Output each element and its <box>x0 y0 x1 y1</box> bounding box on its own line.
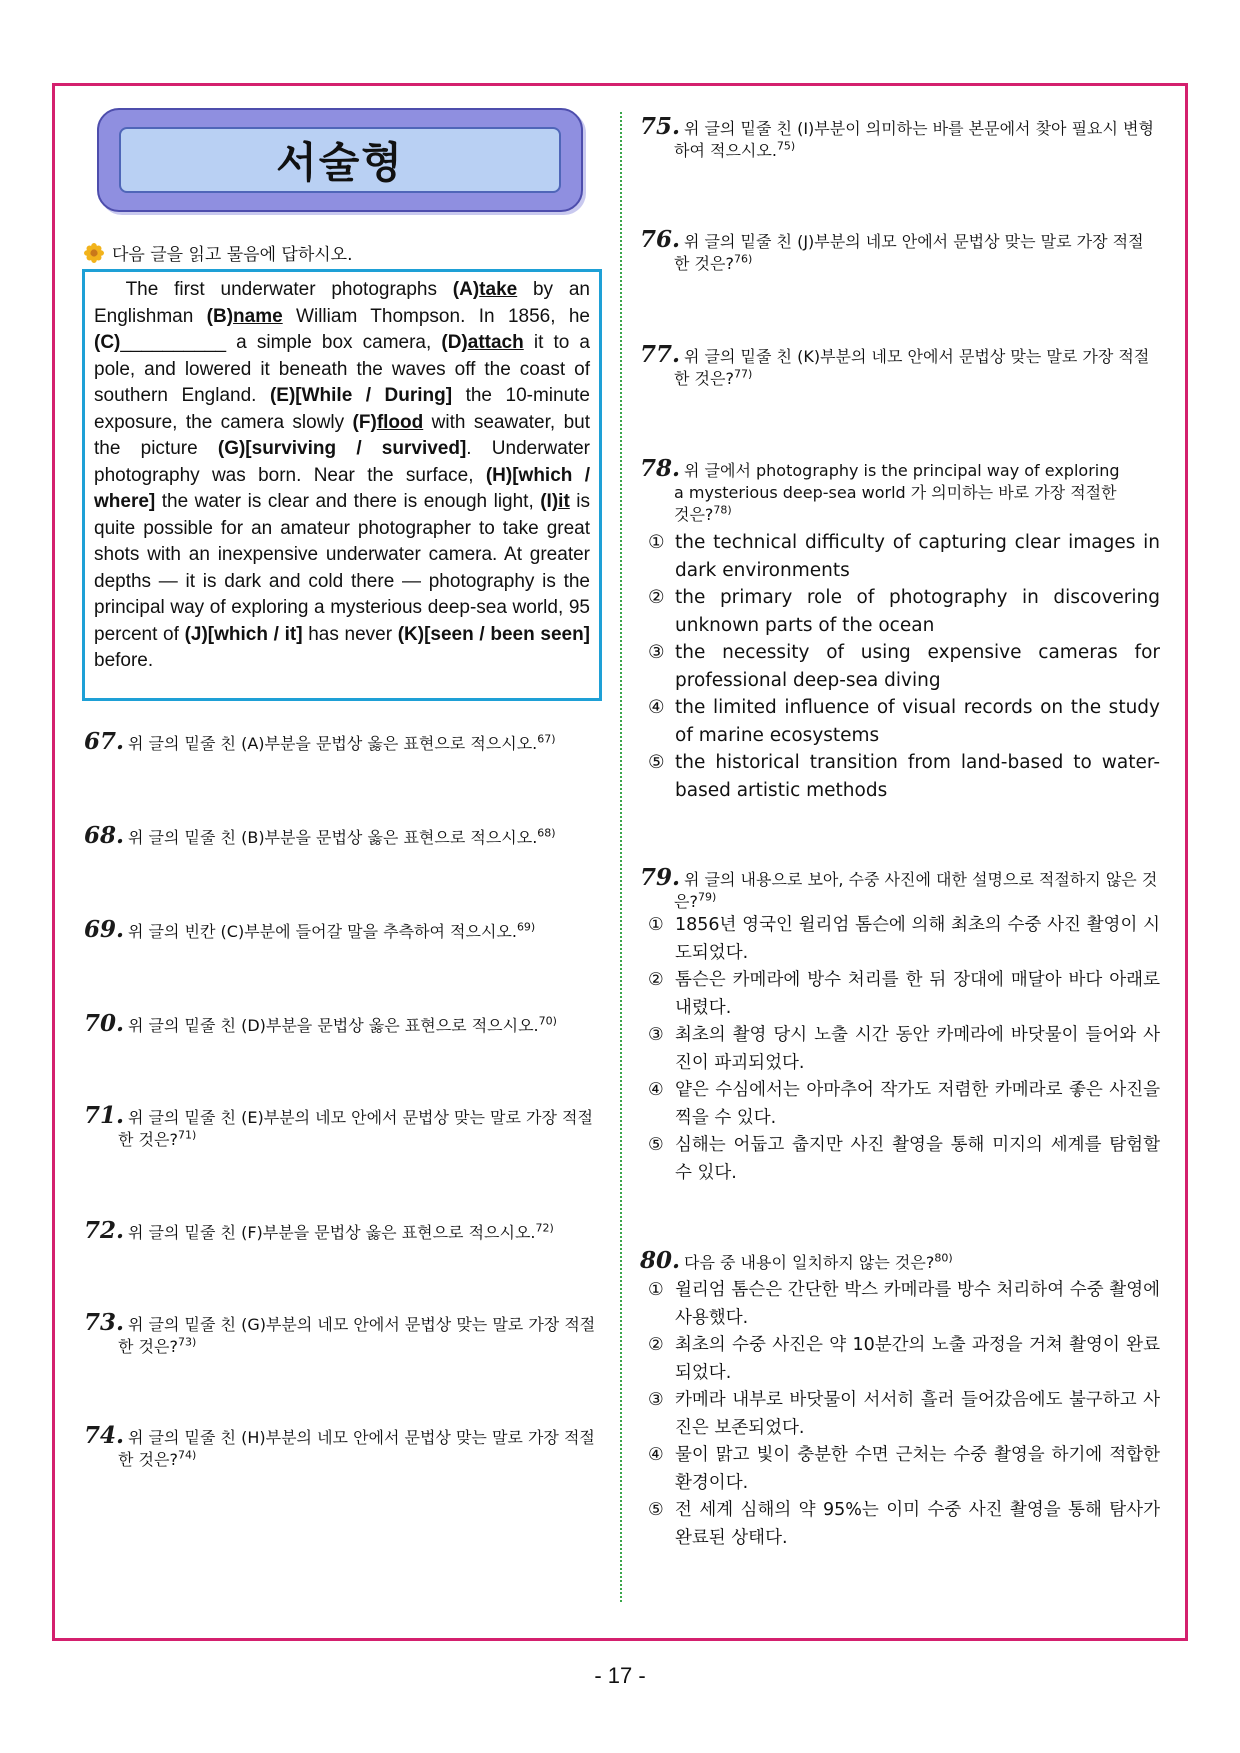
option-text: 윌리엄 톰슨은 간단한 박스 카메라를 방수 처리하여 수중 촬영에 사용했다. <box>675 1280 1160 1328</box>
options-78 <box>648 529 1160 804</box>
options-79 <box>648 912 1160 1187</box>
option[interactable] <box>648 1132 1160 1187</box>
choice-e: (E)[While / During] <box>269 385 453 406</box>
choice-k: (K)[seen / been seen] <box>397 623 591 645</box>
question-text: 위 글의 밑줄 친 (A)부분을 문법상 옳은 표현으로 적으시오. <box>128 734 538 753</box>
question-text: a mysterious deep-sea world 가 의미하는 바로 가장 적절한 <box>674 483 1117 502</box>
footnote-ref: 69) <box>516 920 536 934</box>
question-number: 73. <box>84 1309 125 1336</box>
option[interactable] <box>648 1497 1160 1552</box>
underline-b: name <box>233 305 283 327</box>
option-text: the necessity of using expensive cameras for professional deep-sea diving <box>675 642 1160 691</box>
option-mark: ② <box>648 1335 664 1355</box>
question-text: 위 글의 밑줄 친 (F)부분을 문법상 옳은 표현으로 적으시오. <box>128 1223 536 1242</box>
marker-f: (F) <box>352 411 377 433</box>
question-text: 한 것은? <box>674 254 734 273</box>
option-mark: ③ <box>648 642 665 663</box>
option[interactable] <box>648 1277 1160 1332</box>
question-72 <box>84 1217 554 1244</box>
option-mark: ② <box>648 970 664 990</box>
question-70 <box>84 1010 557 1037</box>
flower-icon <box>84 243 104 263</box>
question-74 <box>84 1422 604 1471</box>
option[interactable] <box>648 694 1160 749</box>
option-text: 톰슨은 카메라에 방수 처리를 한 뒤 장대에 매달아 바다 아래로 내렸다. <box>675 970 1160 1018</box>
option[interactable] <box>648 1332 1160 1387</box>
question-71 <box>84 1102 604 1151</box>
underline-a: take <box>479 279 518 300</box>
question-text: 위 글의 밑줄 친 (I)부분이 의미하는 바를 본문에서 찾아 필요시 변형 <box>684 119 1154 138</box>
question-text: 위 글에서 photography is the principal way of exploring <box>684 461 1120 480</box>
question-number: 68. <box>84 822 125 849</box>
option-text: the technical difficulty of capturing clear images in dark environments <box>675 532 1160 581</box>
option[interactable] <box>648 1077 1160 1132</box>
question-79 <box>640 864 1160 913</box>
option-mark: ① <box>648 915 664 935</box>
question-67 <box>84 728 556 755</box>
option-mark: ② <box>648 587 665 608</box>
passage-text: a simple box camera, <box>226 332 442 353</box>
question-text: 위 글의 밑줄 친 (K)부분의 네모 안에서 문법상 맞는 말로 가장 적절 <box>684 347 1150 366</box>
passage-text: . Underwater photography was born. Near the surface, <box>94 438 590 486</box>
question-text: 하여 적으시오. <box>674 141 777 160</box>
section-title: 서술형 <box>276 138 404 187</box>
option-mark: ⑤ <box>648 752 665 773</box>
question-text: 위 글의 밑줄 친 (G)부분의 네모 안에서 문법상 맞는 말로 가장 적절 <box>128 1315 596 1334</box>
option-mark: ① <box>648 1280 664 1300</box>
passage-text: before. <box>94 650 154 671</box>
option-text: 심해는 어둡고 춥지만 사진 촬영을 통해 미지의 세계를 탐험할 수 있다. <box>675 1135 1160 1183</box>
footnote-ref: 74) <box>177 1448 197 1462</box>
footnote-ref: 78) <box>713 503 732 517</box>
footnote-ref: 79) <box>697 890 717 904</box>
question-73 <box>84 1309 604 1358</box>
choice-g: (G)[surviving / survived] <box>217 438 467 459</box>
question-text: 다음 중 내용이 일치하지 않는 것은? <box>684 1253 935 1272</box>
option-text: the limited influence of visual records on the study of marine ecosystems <box>675 697 1160 746</box>
option[interactable] <box>648 529 1160 584</box>
question-69 <box>84 916 536 943</box>
instruction-text: 다음 글을 읽고 물음에 답하시오. <box>112 245 353 265</box>
option-mark: ③ <box>648 1025 664 1045</box>
reading-passage <box>82 269 602 701</box>
question-number: 71. <box>84 1102 125 1129</box>
question-text: 위 글의 밑줄 친 (B)부분을 문법상 옳은 표현으로 적으시오. <box>128 828 538 847</box>
question-text: 은? <box>674 892 698 911</box>
passage-text: the water is clear and there is enough light, <box>155 491 541 512</box>
option[interactable] <box>648 1387 1160 1442</box>
question-text: 한 것은? <box>674 369 734 388</box>
question-text: 위 글의 내용으로 보아, 수중 사진에 대한 설명으로 적절하지 않은 것 <box>684 870 1158 889</box>
underline-i: it <box>558 491 570 512</box>
footnote-ref: 70) <box>538 1014 557 1028</box>
option[interactable] <box>648 749 1160 804</box>
option-mark: ④ <box>648 1445 664 1465</box>
choice-j: (J)[which / it] <box>184 623 303 645</box>
question-76 <box>640 226 1160 275</box>
question-text: 한 것은? <box>118 1450 178 1469</box>
options-80 <box>648 1277 1160 1552</box>
underline-d: attach <box>467 332 524 353</box>
question-number: 80. <box>640 1247 681 1274</box>
option-text: the primary role of photography in discovering unknown parts of the ocean <box>675 587 1160 636</box>
option-text: 물이 맑고 빛이 충분한 수면 근처는 수중 촬영을 하기에 적합한 환경이다. <box>675 1445 1160 1493</box>
footnote-ref: 67) <box>537 732 556 746</box>
option-text: 1856년 영국인 윌리엄 톰슨에 의해 최초의 수중 사진 촬영이 시도되었다. <box>675 915 1160 963</box>
footnote-ref: 76) <box>733 252 753 266</box>
footnote-ref: 77) <box>733 367 753 381</box>
option-text: 최초의 수중 사진은 약 10분간의 노출 과정을 거쳐 촬영이 완료되었다. <box>675 1335 1160 1383</box>
passage-text: William Thompson. In 1856, he <box>282 305 590 327</box>
passage-text: with seawater, but the picture <box>94 411 590 459</box>
question-number: 70. <box>84 1010 125 1037</box>
passage-text: The first underwater photographs <box>125 279 453 300</box>
option-text: 카메라 내부로 바닷물이 서서히 흘러 들어갔음에도 불구하고 사진은 보존되었다. <box>675 1390 1160 1438</box>
question-text: 위 글의 밑줄 친 (E)부분의 네모 안에서 문법상 맞는 말로 가장 적절 <box>128 1108 593 1127</box>
footnote-ref: 73) <box>177 1335 197 1349</box>
marker-c: (C) <box>94 332 121 353</box>
option[interactable] <box>648 967 1160 1022</box>
passage-text: has never <box>302 623 398 645</box>
marker-d: (D) <box>441 332 468 353</box>
question-number: 72. <box>84 1217 125 1244</box>
option-mark: ④ <box>648 697 665 718</box>
footnote-ref: 80) <box>934 1251 953 1265</box>
choice-h: (H)[which / where] <box>94 464 590 512</box>
footnote-ref: 75) <box>776 139 796 153</box>
question-number: 79. <box>640 864 681 891</box>
option[interactable] <box>648 912 1160 967</box>
option-mark: ③ <box>648 1390 664 1410</box>
footnote-ref: 72) <box>535 1221 554 1235</box>
question-78 <box>640 455 1160 526</box>
option-text: 최초의 촬영 당시 노출 시간 동안 카메라에 바닷물이 들어와 사진이 파괴되었다. <box>675 1025 1160 1073</box>
question-number: 76. <box>640 226 681 253</box>
section-title-badge <box>97 108 583 212</box>
question-text: 것은? <box>674 505 714 524</box>
question-68 <box>84 822 556 849</box>
question-number: 75. <box>640 113 681 140</box>
passage-text: is quite possible for an amateur photographer to take great shots with an inexpensive underwater camera. At greater depths — it is dark and cold there — photography is the principal way of exploring a mysterious deep-sea world, 95 percent of <box>94 491 590 645</box>
question-number: 69. <box>84 916 125 943</box>
passage-text: the 10-minute exposure, the camera slowly <box>94 385 590 433</box>
section-title-inner <box>119 127 561 193</box>
question-77 <box>640 341 1160 390</box>
question-text: 위 글의 빈칸 (C)부분에 들어갈 말을 추측하여 적으시오. <box>128 922 517 941</box>
option-mark: ⑤ <box>648 1500 664 1520</box>
option[interactable] <box>648 1442 1160 1497</box>
question-80 <box>640 1247 1160 1274</box>
blank-c: __________ <box>120 332 227 353</box>
underline-f: flood <box>376 411 424 433</box>
question-text: 위 글의 밑줄 친 (J)부분의 네모 안에서 문법상 맞는 말로 가장 적절 <box>684 232 1144 251</box>
option-text: the historical transition from land-based to water-based artistic methods <box>675 752 1160 801</box>
question-number: 67. <box>84 728 125 755</box>
marker-b: (B) <box>206 305 234 327</box>
option-text: 얕은 수심에서는 아마추어 작가도 저렴한 카메라로 좋은 사진을 찍을 수 있다. <box>675 1080 1160 1128</box>
option-mark: ① <box>648 532 665 553</box>
option-text: 전 세계 심해의 약 95%는 이미 수중 사진 촬영을 통해 탐사가 완료된 상태다. <box>675 1500 1160 1548</box>
footnote-ref: 71) <box>177 1128 197 1142</box>
option-mark: ④ <box>648 1080 664 1100</box>
question-text: 한 것은? <box>118 1337 178 1356</box>
question-text: 한 것은? <box>118 1130 178 1149</box>
page-number: - 17 - <box>594 1663 646 1688</box>
instruction <box>84 240 353 265</box>
marker-i: (I) <box>540 491 559 512</box>
footnote-ref: 68) <box>537 826 556 840</box>
option[interactable] <box>648 584 1160 639</box>
question-number: 74. <box>84 1422 125 1449</box>
question-75 <box>640 113 1160 162</box>
passage-text: by an Englishman <box>94 279 590 327</box>
question-number: 78. <box>640 455 681 482</box>
option[interactable] <box>648 1022 1160 1077</box>
question-text: 위 글의 밑줄 친 (D)부분을 문법상 옳은 표현으로 적으시오. <box>128 1016 539 1035</box>
marker-a: (A) <box>452 279 480 300</box>
question-number: 77. <box>640 341 681 368</box>
passage-text: it to a pole, and lowered it beneath the waves off the coast of southern England. <box>94 332 590 406</box>
column-divider <box>620 112 622 1602</box>
question-text: 위 글의 밑줄 친 (H)부분의 네모 안에서 문법상 맞는 말로 가장 적절 <box>128 1428 595 1447</box>
option-mark: ⑤ <box>648 1135 664 1155</box>
option[interactable] <box>648 639 1160 694</box>
